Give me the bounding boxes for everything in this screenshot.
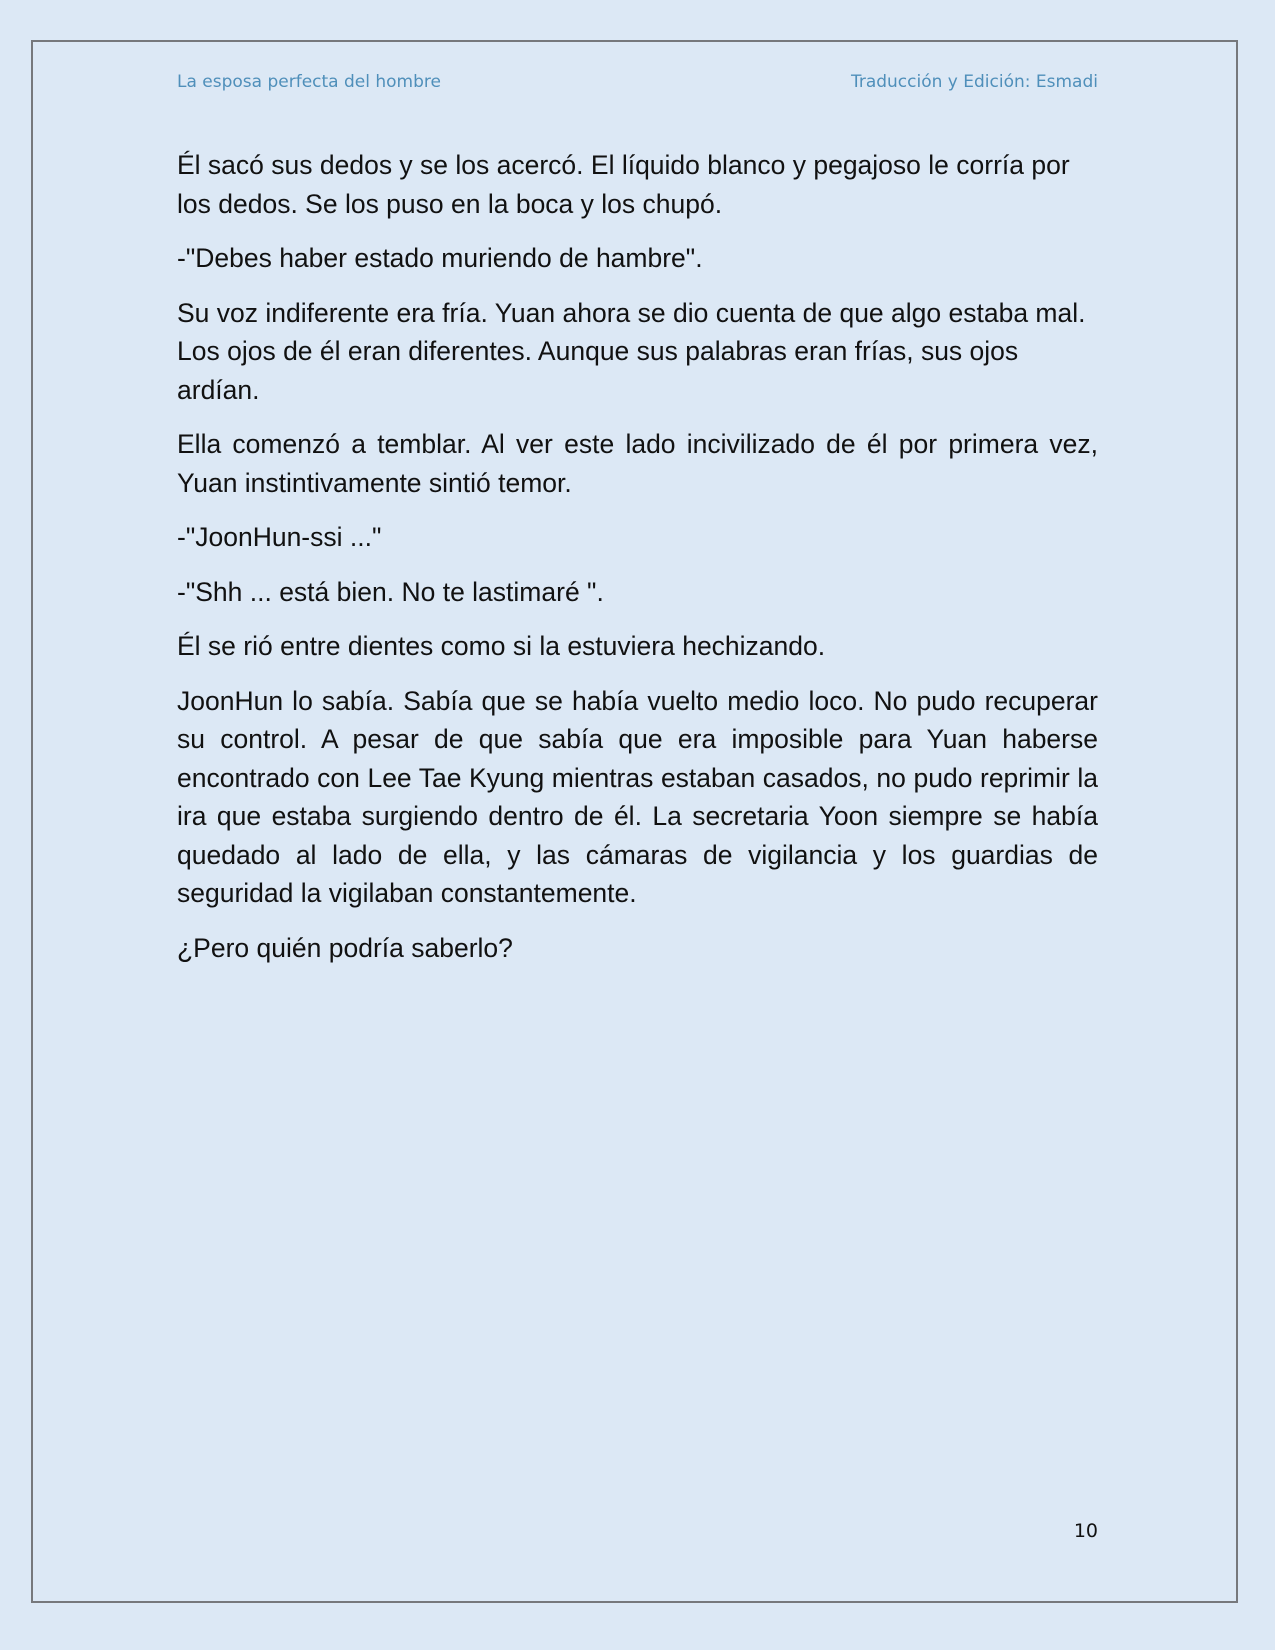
paragraph: Ella comenzó a temblar. Al ver este lado incivilizado de él por primera vez, Yuan instintivamente sintió temor. bbox=[177, 429, 1098, 498]
paragraph: ¿Pero quién podría saberlo? bbox=[177, 932, 513, 963]
paragraph: Él sacó sus dedos y se los acercó. El líquido blanco y pegajoso le corría por los dedos. Se los puso en la boca y los chupó. bbox=[177, 150, 1070, 219]
document-body bbox=[177, 146, 1098, 983]
paragraph: JoonHun lo sabía. Sabía que se había vuelto medio loco. No pudo recuperar su control. A pesar de que sabía que era imposible para Yuan haberse encontrado con Lee Tae Kyung mientras estaban casados, no pudo reprimir la ira que estaba surgiendo dentro de él. La secretaria Yoon siempre se había quedado al lado de ella, y las cámaras de vigilancia y los guardias de seguridad la vigilaban constantemente. bbox=[177, 685, 1098, 908]
page-header bbox=[177, 72, 1098, 92]
header-book-title: La esposa perfecta del hombre bbox=[177, 72, 441, 92]
paragraph: -"Shh ... está bien. No te lastimaré ". bbox=[177, 576, 604, 607]
page-number: 10 bbox=[1073, 1520, 1098, 1542]
paragraph: -"JoonHun-ssi ..." bbox=[177, 522, 382, 552]
paragraph: -"Debes haber estado muriendo de hambre". bbox=[177, 243, 703, 273]
paragraph: Él se rió entre dientes como si la estuviera hechizando. bbox=[177, 631, 826, 661]
header-credits: Traducción y Edición: Esmadi bbox=[850, 72, 1098, 92]
paragraph: Su voz indiferente era fría. Yuan ahora se dio cuenta de que algo estaba mal. Los ojos de él eran diferentes. Aunque sus palabras eran frías, sus ojos ardían. bbox=[177, 297, 1086, 405]
